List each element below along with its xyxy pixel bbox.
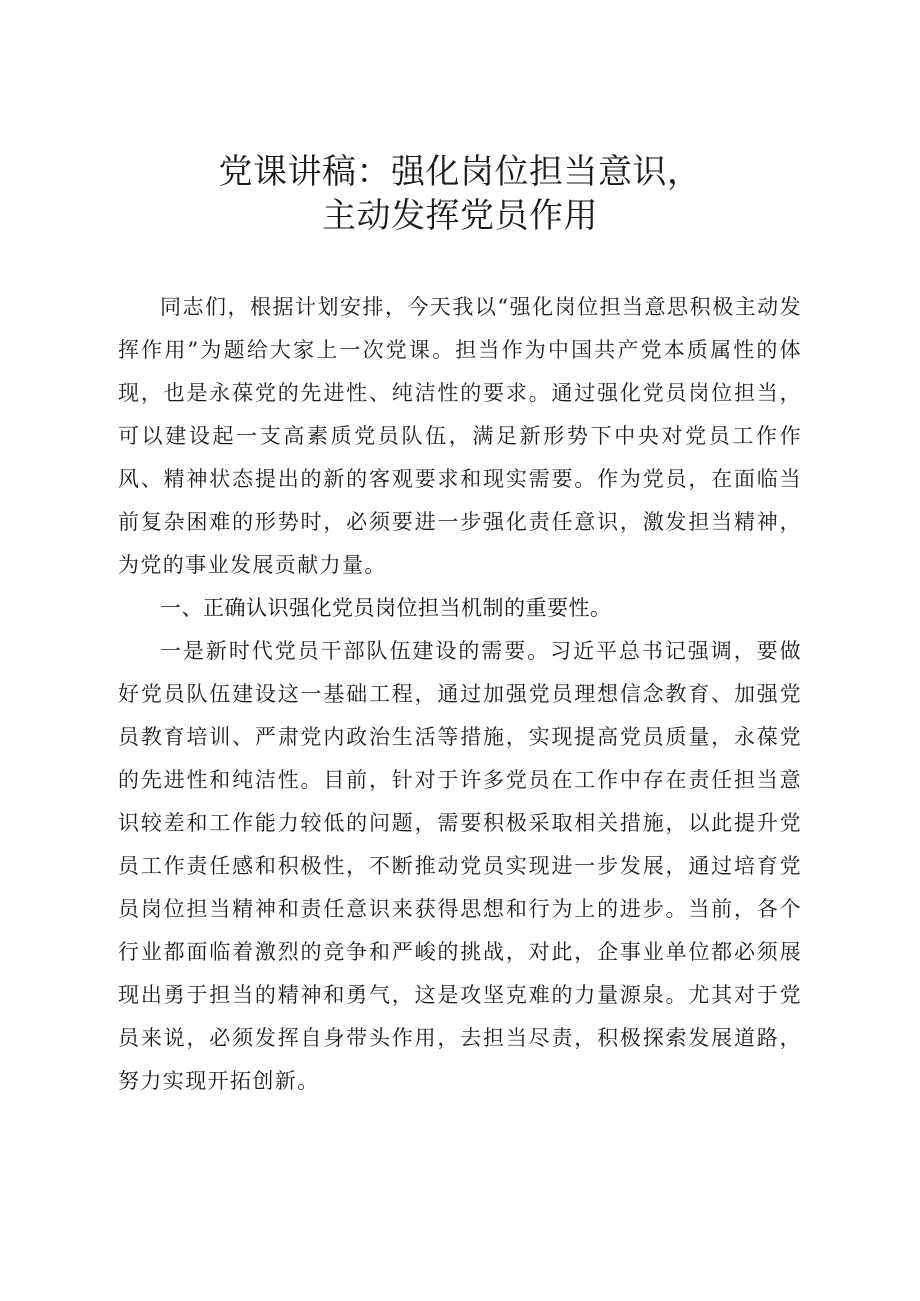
- title-line-1: 党课讲稿：强化岗位担当意识，: [218, 152, 702, 192]
- document-title: [118, 150, 802, 238]
- section-1-paragraph: 一是新时代党员干部队伍建设的需要。习近平总书记强调，要做好党员队伍建设这一基础工程，通过加强党员理想信念教育、加强党员教育培训、严肃党内政治生活等措施，实现提高党员质量，永葆党的先进性和纯洁性。目前，针对于许多党员在工作中存在责任担当意识较差和工作能力较低的问题，需要积极采取相关措施，以此提升党员工作责任感和积极性，不断推动党员实现进一步发展，通过培育党员岗位担当精神和责任意识来获得思想和行为上的进步。当前，各个行业都面临着激烈的竞争和严峻的挑战，对此，企事业单位都必须展现出勇于担当的精神和勇气，这是攻坚克难的力量源泉。尤其对于党员来说，必须发挥自身带头作用，去担当尽责，积极探索发展道路，努力实现开拓创新。: [118, 639, 802, 1093]
- intro-paragraph: 同志们，根据计划安排，今天我以“强化岗位担当意思积极主动发挥作用”为题给大家上一次党课。担当作为中国共产党本质属性的体现，也是永葆党的先进性、纯洁性的要求。通过强化党员岗位担当，可以建设起一支高素质党员队伍，满足新形势下中央对党员工作作风、精神状态提出的新的客观要求和现实需要。作为党员，在面临当前复杂困难的形势时，必须要进一步强化责任意识，激发担当精神，为党的事业发展贡献力量。: [118, 295, 802, 577]
- title-line-2: 主动发挥党员作用: [322, 196, 598, 236]
- section-heading-1: 一、正确认识强化党员岗位担当机制的重要性。: [160, 596, 612, 620]
- document-body: [118, 286, 802, 1103]
